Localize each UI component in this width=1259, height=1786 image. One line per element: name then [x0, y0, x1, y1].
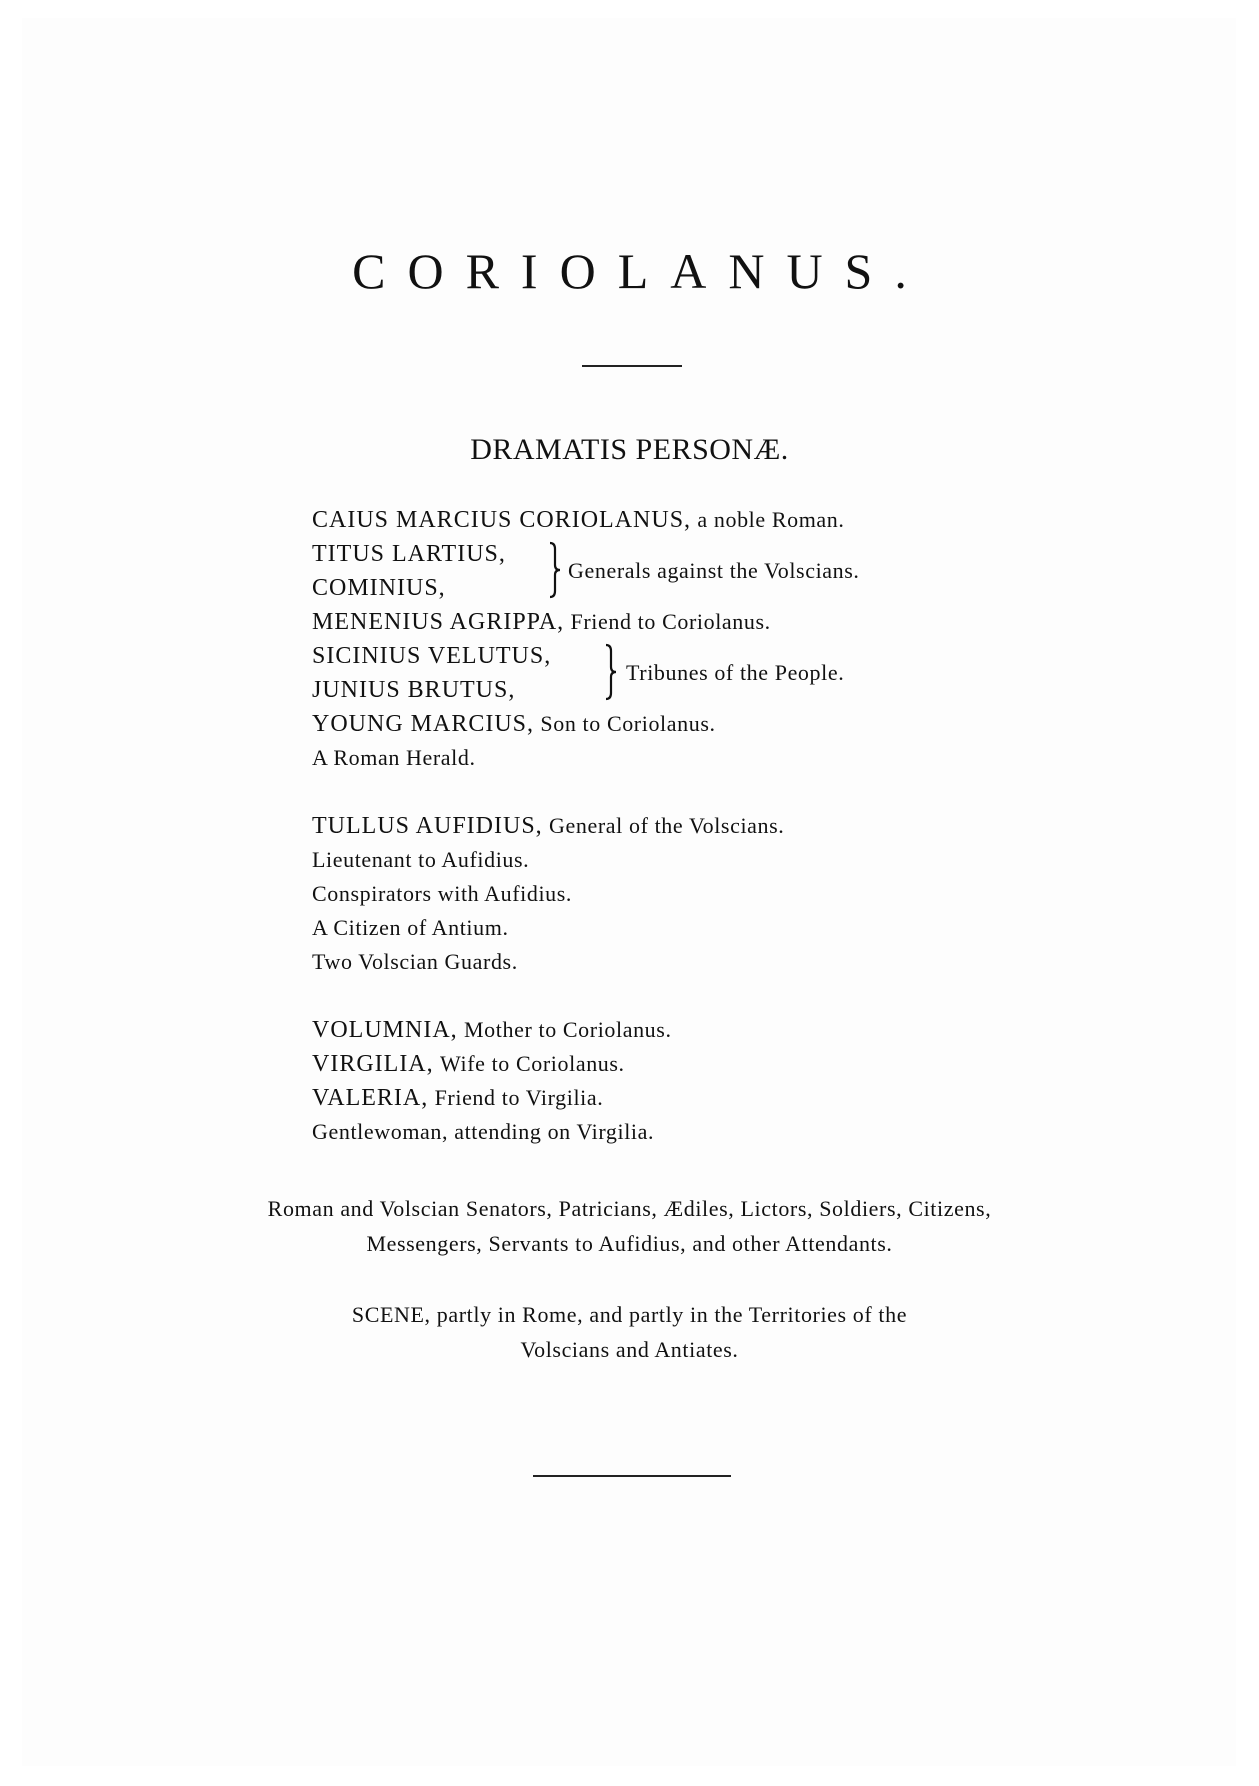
character-name: JUNIUS BRUTUS,: [312, 677, 516, 703]
play-title: CORIOLANUS.: [352, 243, 929, 299]
scene-note: [0, 1297, 1259, 1367]
character-entry: A Citizen of Antium.: [312, 915, 509, 940]
character-name: TITUS LARTIUS,: [312, 541, 506, 567]
closing-rule: [533, 1475, 731, 1477]
group-names: [312, 537, 506, 605]
character-entry: [312, 707, 845, 741]
character-name: MENENIUS AGRIPPA,: [312, 609, 565, 635]
character-name: YOUNG MARCIUS,: [312, 711, 535, 737]
minor-characters: [0, 1191, 1259, 1261]
character-description: Wife to Coriolanus.: [440, 1051, 625, 1076]
character-name: SICINIUS VELUTUS,: [312, 643, 552, 669]
character-name: VALERIA,: [312, 1085, 429, 1111]
character-description: Son to Coriolanus.: [540, 711, 716, 736]
character-entry: [312, 1047, 845, 1081]
character-description: a noble Roman.: [697, 507, 845, 532]
scene-line: Volscians and Antiates.: [520, 1337, 739, 1362]
spacer: [312, 979, 845, 1013]
scene-line: SCENE, partly in Rome, and partly in the Territories of the: [351, 1302, 908, 1327]
title-rule: [582, 365, 682, 367]
character-name: CAIUS MARCIUS CORIOLANUS,: [312, 507, 692, 533]
spacer: [312, 775, 845, 809]
character-entry: Lieutenant to Aufidius.: [312, 847, 530, 872]
character-description: Friend to Virgilia.: [434, 1085, 604, 1110]
character-list: [312, 503, 860, 1149]
brace-icon: [548, 541, 562, 599]
character-entry: [312, 809, 845, 843]
character-name: VOLUMNIA,: [312, 1017, 458, 1043]
character-entry: [312, 1081, 845, 1115]
character-entry: [312, 605, 845, 639]
minor-characters-line: Roman and Volscian Senators, Patricians, Ædiles, Lictors, Soldiers, Citizens,: [267, 1196, 992, 1221]
character-description: Mother to Coriolanus.: [464, 1017, 672, 1042]
group-description: Tribunes of the People.: [626, 660, 845, 685]
character-description: Friend to Coriolanus.: [570, 609, 771, 634]
dramatis-personae-heading: DRAMATIS PERSONÆ.: [470, 433, 789, 466]
group-names: [312, 639, 551, 707]
group-description: Generals against the Volscians.: [568, 558, 860, 583]
character-entry: Gentlewoman, attending on Virgilia.: [312, 1119, 655, 1144]
character-name: COMINIUS,: [312, 575, 446, 601]
generals-group: [312, 537, 860, 605]
character-description: General of the Volscians.: [549, 813, 785, 838]
tribunes-group: [312, 639, 845, 707]
character-entry: Two Volscian Guards.: [312, 949, 518, 974]
character-name: TULLUS AUFIDIUS,: [312, 813, 543, 839]
minor-characters-line: Messengers, Servants to Aufidius, and other Attendants.: [366, 1231, 893, 1256]
character-entry: [312, 503, 845, 537]
character-name: VIRGILIA,: [312, 1051, 434, 1077]
brace-icon: [604, 643, 618, 701]
character-entry: [312, 1013, 845, 1047]
character-entry: Conspirators with Aufidius.: [312, 881, 573, 906]
character-entry: A Roman Herald.: [312, 745, 476, 770]
